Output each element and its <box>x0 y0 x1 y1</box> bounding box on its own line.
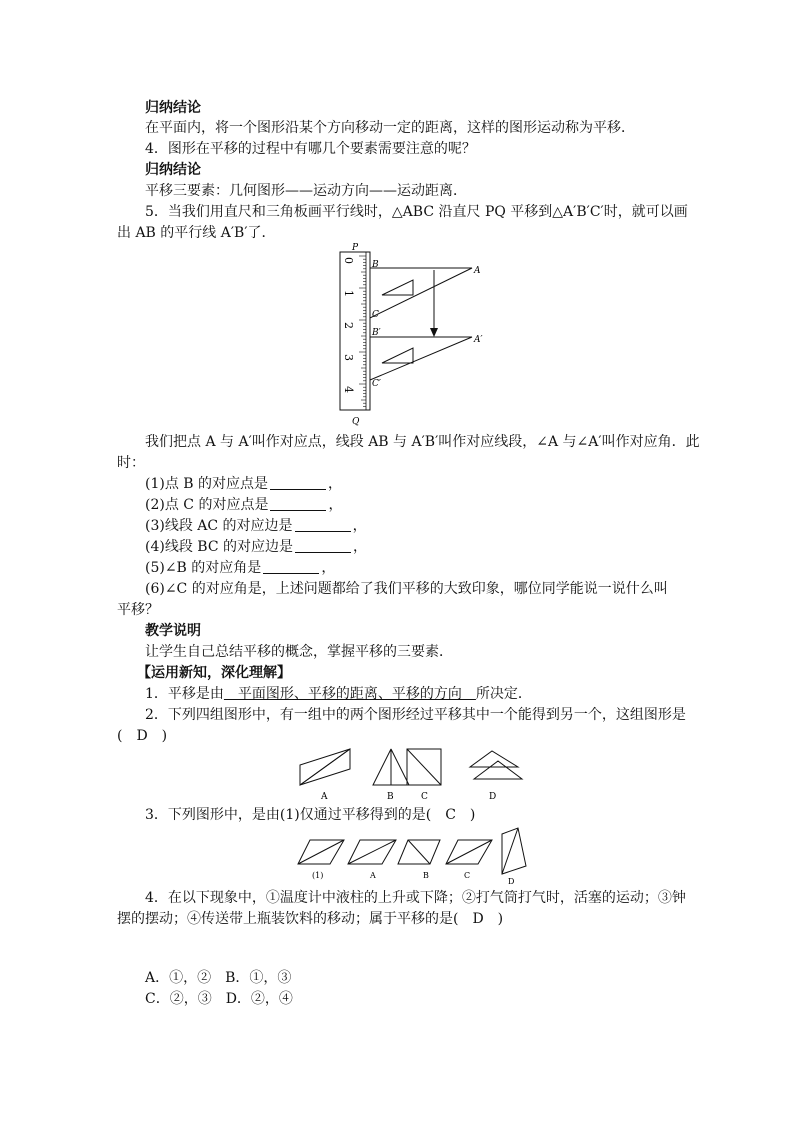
exercise-4-options-row-2: C．②，③ D．②，④ <box>145 991 293 1007</box>
answer-blank-4 <box>295 538 351 553</box>
answer-blank-5 <box>263 559 319 574</box>
subquestion-3: (3)线段 AC 的对应边是 ， <box>145 518 367 534</box>
label-B: B <box>372 260 379 270</box>
exercise-1-answer: 平面图形、平移的距离、平移的方向 <box>223 686 476 702</box>
q3-original: (1) <box>312 871 324 880</box>
tick-label-4: 4 <box>342 386 355 393</box>
tick-label-2: 2 <box>342 322 355 329</box>
label-P: P <box>352 243 359 253</box>
tick-label-0: 0 <box>342 257 355 264</box>
label-C-prime: C′ <box>372 379 381 389</box>
exercise-2: 2．下列四组图形中，有一组中的两个图形经过平移其中一个能得到另一个，这组图形是 <box>145 707 686 723</box>
paragraph-correspondence: 我们把点 A 与 A′叫作对应点，线段 AB 与 A′B′叫作对应线段，∠A 与∠A′叫作对应角．此 <box>145 434 700 450</box>
subquestion-2: (2)点 C 的对应点是 ， <box>145 497 343 513</box>
label-B-prime: B′ <box>372 328 381 338</box>
q2-option-C: C <box>421 792 428 802</box>
answer-blank-1 <box>270 475 326 490</box>
label-Q: Q <box>352 417 360 427</box>
label-C: C <box>372 310 379 320</box>
paragraph-translation-definition: 在平面内，将一个图形沿某个方向移动一定的距离，这样的图形运动称为平移． <box>145 120 635 136</box>
q3-option-A: A <box>370 871 376 880</box>
paragraph-three-elements: 平移三要素：几何图形——运动方向——运动距离． <box>145 183 467 199</box>
q2-option-D: D <box>489 792 497 802</box>
triangle-A2B2C2 <box>370 337 472 380</box>
heading-conclusion-1: 归纳结论 <box>145 100 201 116</box>
exercise-4-cont: 摆的摆动；④传送带上瓶装饮料的移动；属于平移的是( D ) <box>117 911 504 927</box>
q3-option-C: C <box>464 871 471 880</box>
exercise-3-figure <box>290 826 535 886</box>
answer-blank-2 <box>270 496 326 511</box>
tick-label-1: 1 <box>342 290 355 297</box>
question-4: 4．图形在平移的过程中有哪几个要素需要注意的呢？ <box>145 141 476 157</box>
subquestion-5: (5)∠B 的对应角是 ， <box>145 560 336 576</box>
subquestion-6-cont: 平移？ <box>117 602 159 618</box>
heading-apply-knowledge: 【运用新知，深化理解】 <box>137 665 291 681</box>
answer-blank-3 <box>295 517 351 532</box>
exercise-4: 4．在以下现象中，①温度计中液柱的上升或下降；②打气筒打气时，活塞的运动；③钟 <box>145 890 686 906</box>
tick-label-3: 3 <box>342 354 355 361</box>
question-5-cont: 出 AB 的平行线 A′B′了． <box>117 225 276 241</box>
ruler-triangle-figure <box>330 240 500 430</box>
q3-option-D: D <box>508 877 515 886</box>
label-A: A <box>474 266 481 276</box>
heading-conclusion-2: 归纳结论 <box>145 162 201 178</box>
q2-option-A: A <box>321 792 328 802</box>
q3-option-B: B <box>423 871 429 880</box>
exercise-2-answer: ( D ) <box>117 728 168 744</box>
exercise-1: 1．平移是由 平面图形、平移的距离、平移的方向 所决定． <box>145 686 532 702</box>
exercise-3: 3．下列图形中，是由(1)仅通过平移得到的是( C ) <box>145 807 476 823</box>
subquestion-1: (1)点 B 的对应点是 ， <box>145 476 343 492</box>
paragraph-teaching-note: 让学生自己总结平移的概念，掌握平移的三要素． <box>145 644 453 660</box>
paragraph-correspondence-cont: 时： <box>117 455 145 471</box>
subquestion-6: (6)∠C 的对应角是，上述问题都给了我们平移的大致印象，哪位同学能说一说什么叫 <box>145 581 668 597</box>
question-5: 5．当我们用直尺和三角板画平行线时，△ABC 沿直尺 PQ 平移到△A′B′C′时，就可以画 <box>145 204 688 220</box>
label-A-prime: A′ <box>474 335 483 345</box>
subquestion-4: (4)线段 BC 的对应边是 ， <box>145 539 367 555</box>
q2-option-B: B <box>387 792 394 802</box>
exercise-4-options-row-1: A．①，② B．①，③ <box>145 970 292 986</box>
heading-teaching-note: 教学说明 <box>145 623 201 639</box>
exercise-2-figure <box>290 745 530 803</box>
